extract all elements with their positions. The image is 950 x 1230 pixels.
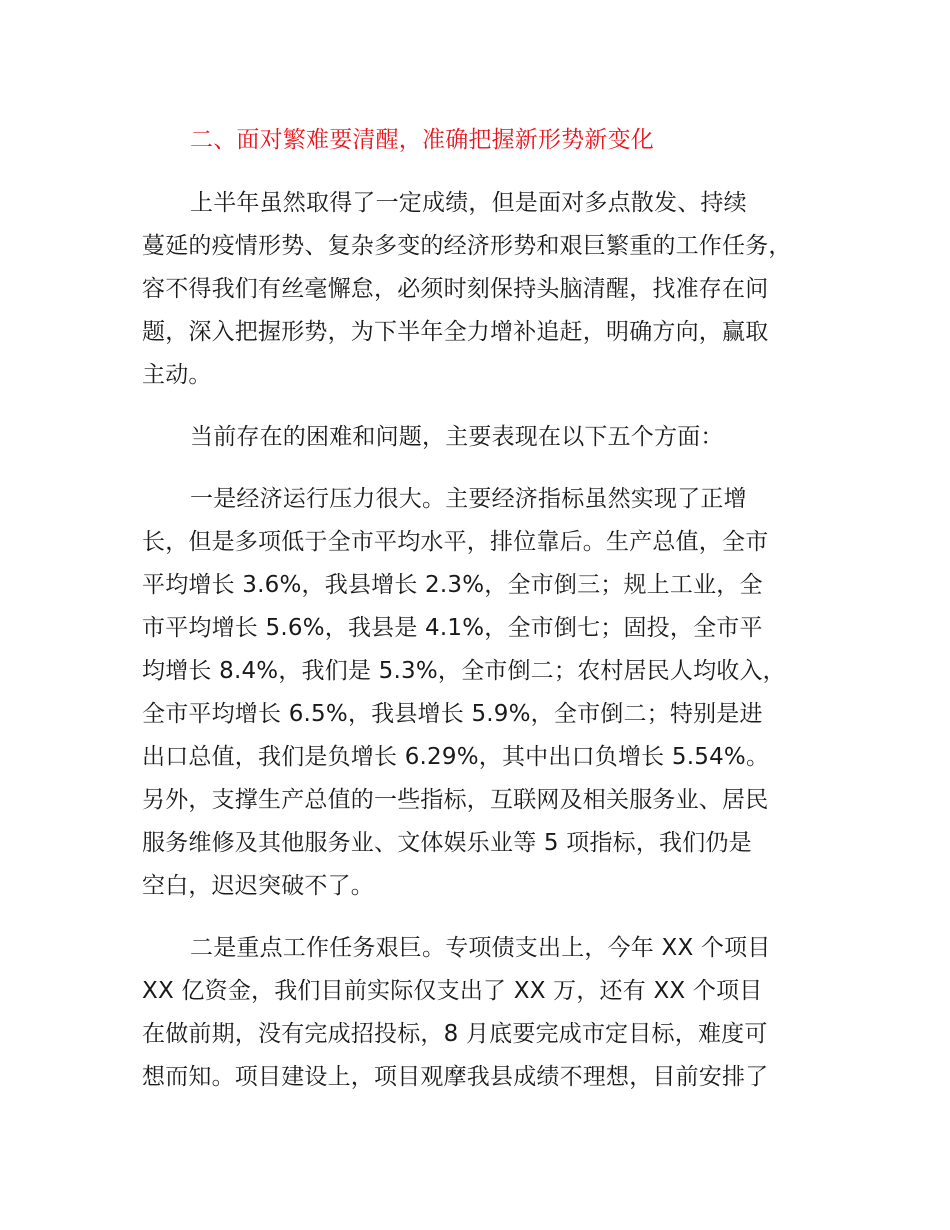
paragraph-line: 一是经济运行压力很大。主要经济指标虽然实现了正增 [190, 486, 747, 512]
section-heading: 二、面对繁难要清醒，准确把握新形势新变化 [190, 127, 654, 153]
paragraph-line: 主动。 [142, 362, 212, 388]
paragraph-line: 全市平均增长 6.5%，我县增长 5.9%，全市倒二；特别是进 [142, 701, 763, 727]
paragraph-line: 在做前期，没有完成招投标，8 月底要完成市定目标，难度可 [142, 1021, 768, 1047]
paragraph-line: 想而知。项目建设上，项目观摩我县成绩不理想，目前安排了 [142, 1064, 769, 1090]
paragraph-line: 出口总值，我们是负增长 6.29%，其中出口负增长 5.54%。 [142, 744, 770, 770]
paragraph-line: 蔓延的疫情形势、复杂多变的经济形势和艰巨繁重的工作任务， [142, 233, 792, 259]
paragraph-line: 长，但是多项低于全市平均水平，排位靠后。生产总值，全市 [142, 529, 769, 555]
paragraph-line: 空白，迟迟突破不了。 [142, 873, 374, 899]
paragraph-line: 当前存在的困难和问题，主要表现在以下五个方面： [190, 424, 724, 450]
paragraph-line: 容不得我们有丝毫懈怠，必须时刻保持头脑清醒，找准存在问 [142, 276, 769, 302]
paragraph-line: 二是重点工作任务艰巨。专项债支出上，今年 XX 个项目 [190, 935, 771, 961]
paragraph-line: 市平均增长 5.6%，我县是 4.1%，全市倒七；固投，全市平 [142, 615, 763, 641]
paragraph-line: 平均增长 3.6%，我县增长 2.3%，全市倒三；规上工业，全 [142, 572, 763, 598]
paragraph-line: 服务维修及其他服务业、文体娱乐业等 5 项指标，我们仍是 [142, 830, 752, 856]
paragraph-line: 均增长 8.4%，我们是 5.3%，全市倒二；农村居民人均收入， [142, 658, 786, 684]
paragraph-line: 上半年虽然取得了一定成绩，但是面对多点散发、持续 [190, 190, 747, 216]
paragraph-line: 题，深入把握形势，为下半年全力增补追赶，明确方向，赢取 [142, 319, 769, 345]
paragraph-line: XX 亿资金，我们目前实际仅支出了 XX 万，还有 XX 个项目 [142, 978, 763, 1004]
paragraph-line: 另外，支撑生产总值的一些指标，互联网及相关服务业、居民 [142, 787, 769, 813]
